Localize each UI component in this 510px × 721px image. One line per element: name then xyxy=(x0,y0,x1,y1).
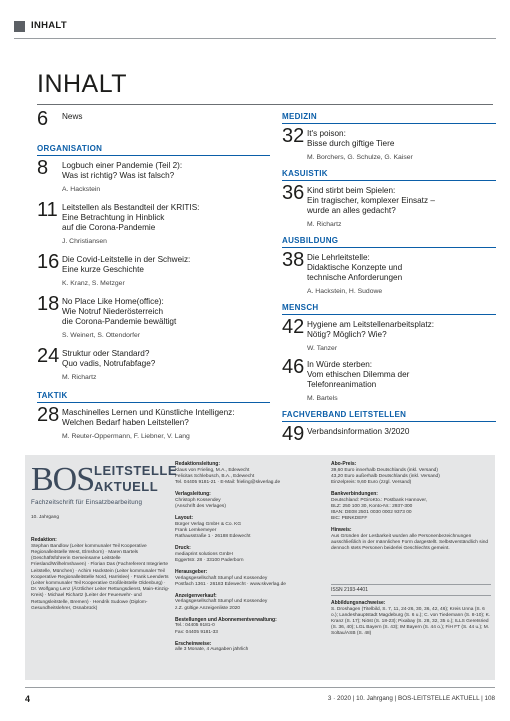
header-label: INHALT xyxy=(31,20,67,31)
toc-entry-author: A. Hackstein, H. Sudowe xyxy=(307,288,383,295)
logo-line-2: AKTUELL xyxy=(94,479,159,494)
imprint-block-heading: Bankverbindungen: xyxy=(331,491,378,498)
imprint-block-heading: Abo-Preis: xyxy=(331,461,357,467)
toc-page-number: 6 xyxy=(37,108,49,130)
toc-entry-title: In Würde sterben: Vom ethischen Dilemma der Telefonreanimation xyxy=(307,360,410,389)
imprint-block-text: alle 3 Monate, 4 Ausgaben jährlich xyxy=(175,647,249,653)
toc-page-number: 49 xyxy=(282,423,305,445)
toc-section-heading: FACHVERBAND LEITSTELLEN xyxy=(282,410,496,422)
toc-section-heading: ORGANISATION xyxy=(37,144,270,156)
toc-left-column xyxy=(37,108,270,450)
toc-page-number: 32 xyxy=(282,125,305,147)
toc-section-heading: KASUISTIK xyxy=(282,169,496,181)
imprint-block-text: Tel.: 04405 9181-0 Fax: 04405 9181-33 xyxy=(175,623,218,635)
toc-entry-author: A. Hackstein xyxy=(62,186,101,193)
toc-entry[interactable] xyxy=(37,108,270,136)
toc-entry[interactable] xyxy=(282,249,496,296)
imprint-block-text: Bürger Verlag GmbH & Co. KG Frank Lemkemeyer Rathausstraße 1 · 26188 Edewecht xyxy=(175,521,251,539)
page-number: 4 xyxy=(25,694,31,704)
toc-entry[interactable] xyxy=(37,293,270,340)
toc-entry[interactable] xyxy=(37,199,270,246)
toc-entry-title: Die Covid-Leitstelle in der Schweiz: Eine kurze Geschichte xyxy=(62,255,191,274)
toc-page-number: 11 xyxy=(37,199,58,221)
imprint-block-heading: Bestellungen und Abonnementverwaltung: xyxy=(175,616,277,623)
imprint-block xyxy=(175,593,315,612)
imprint-block xyxy=(331,461,491,486)
toc-section-heading: MEDIZIN xyxy=(282,112,496,124)
toc-entry-title: News xyxy=(62,112,83,121)
imprint-block-heading: Hinweis: xyxy=(331,527,352,534)
toc-entry[interactable] xyxy=(37,404,270,441)
page-title: INHALT xyxy=(37,70,128,98)
toc-page-number: 42 xyxy=(282,316,305,338)
footer-rule xyxy=(25,687,495,688)
imprint-block-text: Christoph Kossendey (Anschrift des Verlages) xyxy=(175,497,226,509)
jahrgang: 10. Jahrgang xyxy=(31,515,60,520)
toc-entry-author: M. Richartz xyxy=(62,374,97,381)
logo-tagline: Fachzeitschrift für Einsatzbearbeitung xyxy=(31,499,143,506)
imprint-box xyxy=(25,455,495,680)
toc-page-number: 36 xyxy=(282,182,305,204)
imprint-block-heading: Verlagsleitung: xyxy=(175,491,211,498)
imprint-block-heading: Layout: xyxy=(175,515,194,522)
issn: ISSN 2193-4401 xyxy=(331,584,491,596)
toc-page-number: 28 xyxy=(37,404,60,426)
toc-entry-author: M. Borchers, G. Schulze, G. Kaiser xyxy=(307,154,413,161)
toc-section-heading: MENSCH xyxy=(282,303,496,315)
imprint-block xyxy=(331,527,491,552)
toc-entry-title: No Place Like Home(office): Wie Notruf Niederösterreich die Corona-Pandemie bewältigt xyxy=(62,297,177,326)
toc-entry-title: Maschinelles Lernen und Künstliche Intelligenz: Welchen Bedarf haben Leitstellen? xyxy=(62,408,235,427)
imprint-block-text: 39,60 Euro innerhalb Deutschlands (inkl. Versand) 43,20 Euro außerhalb Deutschlands (inkl. Versand) Einzelpreis: 9,60 Euro (zzgl. Versand) xyxy=(331,467,440,485)
logo-line-1: LEITSTELLE xyxy=(94,463,177,478)
toc-entry-author: M. Bartels xyxy=(307,395,338,402)
imprint-block-text: Verlagsgesellschaft Stumpf und Kossendey Postfach 1361 · 26183 Edewecht · www.skverlag.de xyxy=(175,575,286,587)
toc-entry-title: Kind stirbt beim Spielen: Ein tragischer, komplexer Einsatz – wurde an alles gedacht? xyxy=(307,186,435,215)
toc-entry[interactable] xyxy=(37,345,270,382)
header-square-icon xyxy=(14,21,25,32)
toc-section-heading: TAKTIK xyxy=(37,391,270,403)
redaktion-heading: Redaktion: xyxy=(31,537,57,544)
footer-meta: 3 · 2020 | 10. Jahrgang | BOS-LEITSTELLE AKTUELL | 108 xyxy=(327,695,495,702)
imprint-block-heading: Herausgeber: xyxy=(175,569,208,576)
toc-page-number: 8 xyxy=(37,157,49,179)
toc-entry-author: W. Tanzer xyxy=(307,345,338,352)
toc-page-number: 46 xyxy=(282,356,305,378)
toc-page-number: 16 xyxy=(37,251,60,273)
toc-entry-author: K. Kranz, S. Metzger xyxy=(62,280,125,287)
imprint-block xyxy=(175,515,315,540)
imprint-block xyxy=(175,491,315,510)
toc-entry-author: M. Reuter-Oppermann, F. Liebner, V. Lang xyxy=(62,433,190,440)
toc-entry[interactable] xyxy=(282,316,496,353)
page-footer xyxy=(0,687,510,707)
imprint-block-text: Aus Gründen der Lesbarkeit wurden alle Personenbezeichnungen ausschließlich in der männlichen Form dargestellt. Selbstverständlich sind dennoch stets Personen beiderlei Geschlechts gemeint. xyxy=(331,533,489,552)
toc-entry-title: Logbuch einer Pandemie (Teil 2): Was ist richtig? Was ist falsch? xyxy=(62,161,183,180)
imprint-block-text: mediaprint solutions GmbH Eggertstr. 28 · 33100 Paderborn xyxy=(175,551,244,563)
image-credits-heading: Abbildungsnachweise: xyxy=(331,600,386,606)
toc-page-number: 38 xyxy=(282,249,305,271)
toc-entry-title: Leitstellen als Bestandteil der KRITIS: Eine Betrachtung in Hinblick auf die Corona-Pandemie xyxy=(62,203,200,232)
toc-entry-author: J. Christiansen xyxy=(62,238,107,245)
toc-entry[interactable] xyxy=(37,157,270,194)
toc-entry-title: Verbandsinformation 3/2020 xyxy=(307,427,410,436)
toc-entry[interactable] xyxy=(282,356,496,403)
header-rule xyxy=(14,38,496,39)
toc-entry-title: Struktur oder Standard? Quo vadis, Notrufabfage? xyxy=(62,349,156,368)
magazine-logo xyxy=(31,461,177,507)
toc-right-column xyxy=(282,112,496,458)
imprint-block-heading: Anzeigenverkauf: xyxy=(175,592,217,599)
imprint-col-2 xyxy=(175,461,315,658)
imprint-block xyxy=(175,617,315,636)
imprint-block-text: Verlagsgesellschaft Stumpf und Kossendey z.Z. gültige Anzeigenliste 2020 xyxy=(175,599,268,611)
redaktion-text: Stephan Bandlow (Leiter kommunaler Teil Kooperative Regionalleitstelle West, Elmshorn) · Maren Bartels (Geschäftsführerin Gemeinsame Leitstelle Friesland/Wilhelmshaven) · Florian Das (Fachreferent Integrierte Leitstelle, München) · Achim Hackstein (Leiter kommunaler Teil Kooperative Regionalleitstelle Nord, Harrislee) · Frank Leenderts (Leiter kommunaler Teil Kooperative Großleitstelle Oldenburg) · Dr. Wolfgang Lenz (Ärztlicher Leiter Rettungsdienst, Main-Kinzig-Kreis) · Michael Richartz (Leiter der Feuerwehr- und Rettungsleitstelle, Bremen) · Hendrik Sudowe (Diplom-Gesundheitslehrer, Osnabrück) xyxy=(31,543,170,611)
imprint-block-heading: Redaktionsleitung: xyxy=(175,461,221,467)
toc-page-number: 24 xyxy=(37,345,60,367)
image-credits-text: S. Droshagen (Titelbild, S. 7, 11, 24-26, 30, 36, 42, 46); Kreis Unna (S. 6 o.); Landeshauptstadt Magdeburg (S. 6 u.); C. von Tiedemann (S. 8-10); K. Kranz (S. 17); Niöst (S. 18-23); Pixabay (S. 28, 32, 35 o.); ILLS Geretsried (S. 36, 40); LGL Bayern (S. 43); IM Bayern (S. 44 o.); FiH FT (S. 44 u.); M. Soltau/ASB (S. 48) xyxy=(331,606,491,637)
imprint-col-3 xyxy=(331,461,491,558)
imprint-block xyxy=(175,461,315,486)
imprint-block-heading: Druck: xyxy=(175,545,191,552)
toc-entry[interactable] xyxy=(282,125,496,162)
toc-entry[interactable] xyxy=(282,182,496,229)
toc-entry-author: M. Richartz xyxy=(307,221,342,228)
running-header xyxy=(0,18,510,38)
toc-page-number: 18 xyxy=(37,293,60,315)
toc-entry-title: Die Lehrleitstelle: Didaktische Konzepte und technische Anforderungen xyxy=(307,253,403,282)
image-credits xyxy=(331,600,491,638)
imprint-block-heading: Erscheinweise: xyxy=(175,640,212,647)
imprint-block xyxy=(175,569,315,588)
toc-entry-title: Hygiene am Leitstellenarbeitsplatz: Nötig? Möglich? Wie? xyxy=(307,320,434,339)
toc-entry-title: It's poison: Bisse durch giftige Tiere xyxy=(307,129,395,148)
imprint-block-text: Klaus von Frieling, M.A., Edewecht Felicitas Schlebusch, B.A., Edewecht Tel. 04405 9181-21 · E-Mail: frieling@skverlag.de xyxy=(175,467,281,485)
title-rule xyxy=(37,104,493,105)
imprint-block xyxy=(175,545,315,564)
toc-section-heading: AUSBILDUNG xyxy=(282,236,496,248)
toc-entry[interactable] xyxy=(37,251,270,288)
imprint-block xyxy=(175,641,315,654)
imprint-block xyxy=(331,491,491,522)
toc-entry[interactable] xyxy=(282,423,496,451)
logo-bos: BOS xyxy=(31,461,95,498)
imprint-col-1 xyxy=(31,461,177,612)
imprint-block-text: Deutschland: PGiroKto.: Postbank Hannover, BLZ: 250 100 30, Konto-Nr.: 2937-300 IBAN: DE08 2501 0030 0002 9373 00 BIC: PBNKDEFF xyxy=(331,497,427,522)
toc-entry-author: S. Weinert, S. Ottendorfer xyxy=(62,332,141,339)
